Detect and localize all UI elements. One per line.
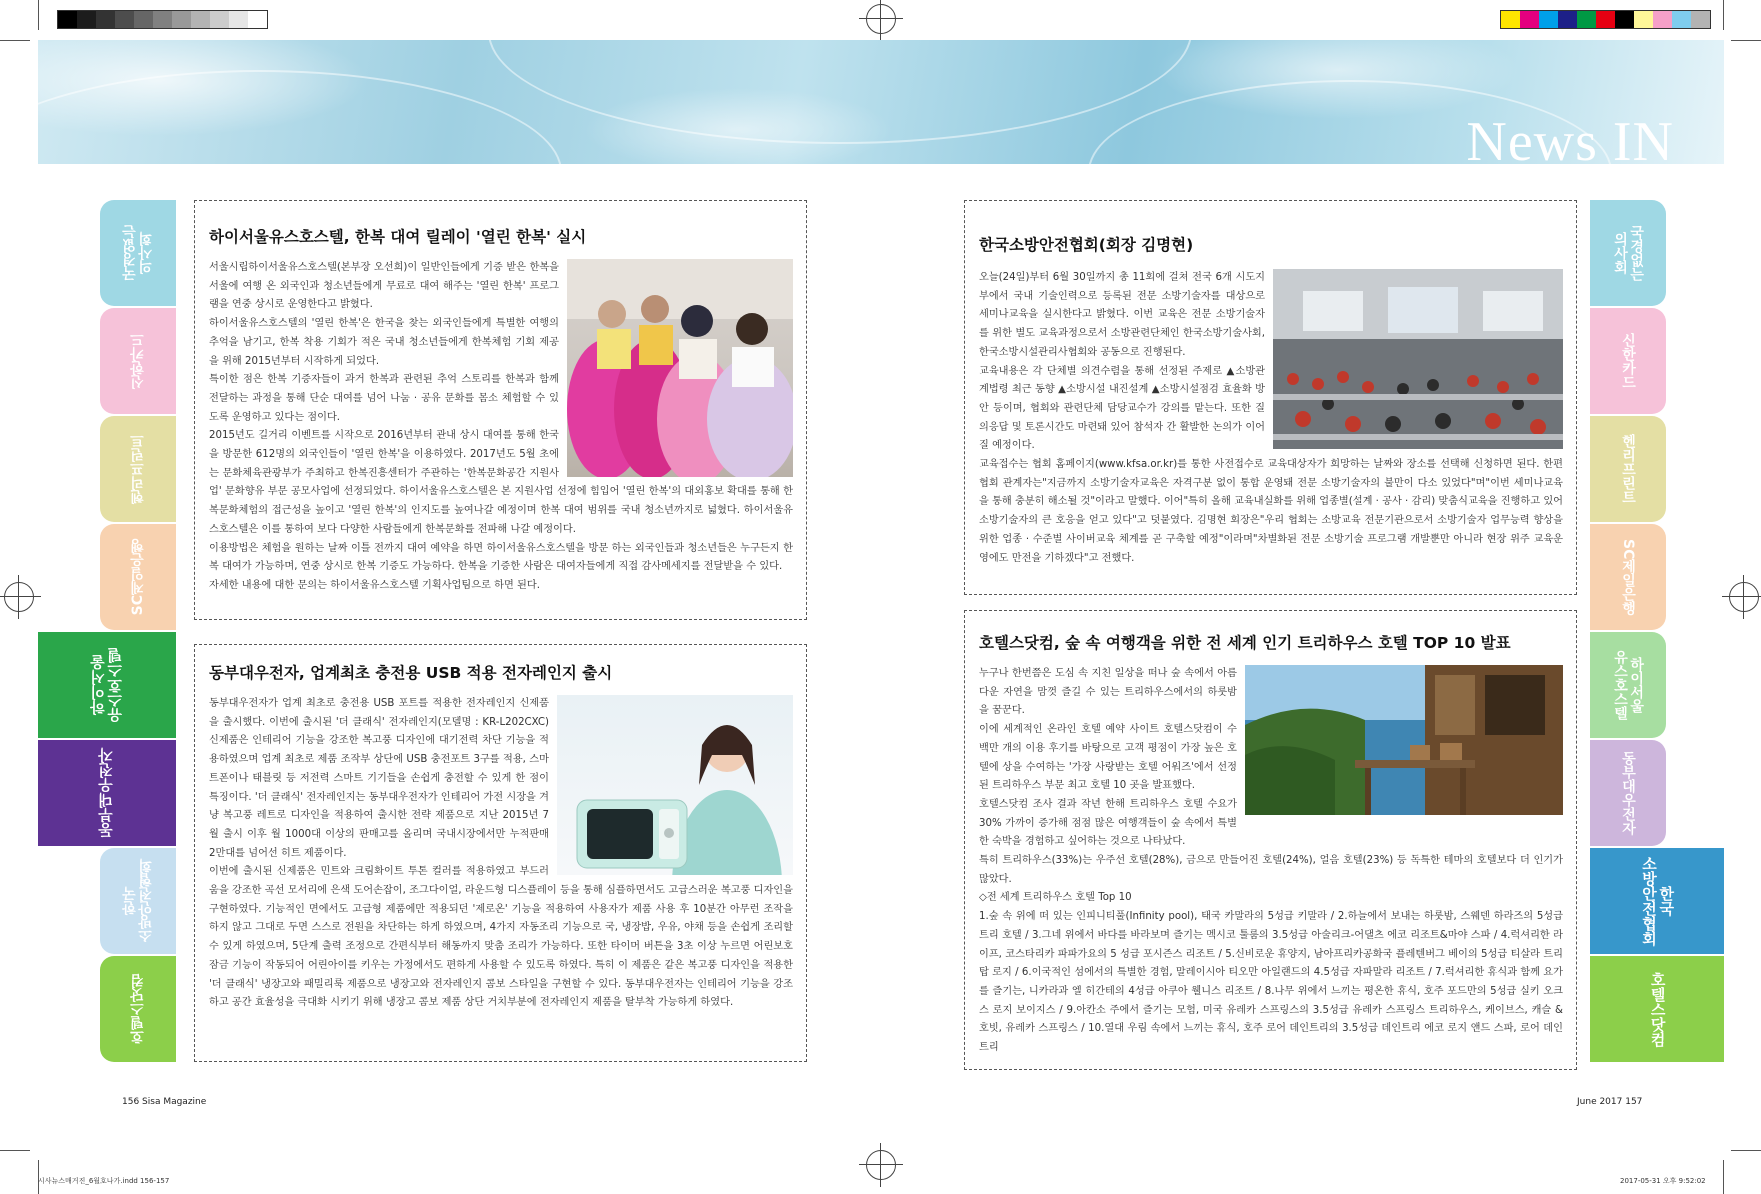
left-tab-sc[interactable]	[100, 524, 176, 630]
registration-mark-right	[1729, 582, 1759, 612]
seminar-photo	[1273, 269, 1563, 449]
article-paragraph: 교육내용은 각 단체별 의견수렴을 통해 선정된 주제로 ▲소방관계법령 최근 동향 ▲소방시설 내진설계 ▲소방시설점검 효율화 방안 등이며, 협회와 관련단체 담당교수가 강의를 맡는다. 또한 질의응답 및 토론시간도 마련돼 있어 참석자 간 활발한 논의가 이어질 예정이다.	[979, 365, 1265, 452]
crop-mark	[0, 40, 30, 41]
microwave-photo	[557, 695, 793, 875]
crop-mark	[1731, 40, 1761, 41]
article-paragraph: 특이한 점은 한복 기증자들이 과거 한복과 관련된 추억 스토리를 한복과 함께 전달하는 과정을 통해 단순 대여를 넘어 나눔 · 공유 문화를 몸소 체험할 수 있도록 운영하고 있다는 점이다.	[209, 374, 559, 423]
right-tab-msf[interactable]	[1590, 200, 1666, 306]
page-number-right: June 2017 157	[1577, 1097, 1643, 1107]
article-treehouse-hotels	[964, 610, 1577, 1070]
tab-label: 헨리프린트	[1620, 434, 1637, 504]
left-tab-dongbu[interactable]	[38, 740, 176, 846]
registration-mark-bottom	[866, 1150, 896, 1180]
tab-label: 한국 소방안전협회	[121, 859, 154, 943]
article-paragraph: 동부대우전자가 업계 최초로 충전용 USB 포트를 적용한 전자레인지 신제품을 출시했다. 이번에 출시된 '더 클래식' 전자레인지(모델명 : KR-L202CXC) 신제품은 인테리어 기능을 강조한 복고풍 디자인에 대기전력 차단 기능을 적용하였으며 업계 최초로 제품 조작부 상단에 USB 충전포트 3구를 적용, 스마트폰이나 태블릿 등 저전력 스마트 기기들을 손쉽게 충전할 수 있게 한 점이 특징이다. '더 클래식' 전자레인지는 동부대우전자가 인테리어 가전 시장을 겨냥 복고풍 레트로 디자인을 적용하여 출시한 전략 제품으로 지난 2015년 7월 출시 이후 월 1000대 이상의 판매고를 올리며 국내시장에서만 누적판매 2만대를 넘어선 히트 제품이다.	[209, 698, 549, 859]
tab-label: 하이서울 유스호스텔	[88, 647, 124, 723]
right-tab-hiseoul[interactable]	[1590, 632, 1666, 738]
article-fire-safety	[964, 200, 1577, 595]
article-paragraph: 특히 트리하우스(33%)는 우주선 호텔(28%), 금으로 만들어진 호텔(24%), 얼음 호텔(23%) 등 독특한 테마의 호텔보다 더 인기가 많았다.	[979, 855, 1563, 885]
tab-label: 한국 소방안전협회	[1640, 856, 1676, 946]
tab-label: SC제일은행	[1620, 538, 1637, 616]
left-tab-hiseoul[interactable]	[38, 632, 176, 738]
article-paragraph: 호텔스닷컴 조사 결과 작년 한해 트리하우스 호텔 수요가 30% 가까이 증가해 점점 많은 여행객들이 숲 속에서 특별한 숙박을 경험하고 싶어하는 것으로 나타났다.	[979, 798, 1237, 848]
header-banner	[38, 40, 1724, 164]
left-tab-shinhan[interactable]	[100, 308, 176, 414]
article-title: 한국소방안전협회(회장 김명현)	[979, 236, 1194, 254]
article-microwave	[194, 644, 807, 1062]
article-paragraph: 이번에 출시된 신제품은 민트와 크림화이트 투톤 컬러를 적용하였고 부드러움을 강조한 곡선 모서리에 은색 도어손잡이, 조그다이얼, 라운드형 디스플레이 등을 통해 심플하면서도 고급스러운 복고풍 디자인을 구현하였다. 기능적인 면에서도 고급형 제품에만 적용되던 '제로온' 기능을 적용하여 사용자가 제품 사용 후 10분간 아무런 조작을 하지 않고 그대로 두면 스스로 전원을 차단하는 하게 하였으며, 4가지 자동조리 기능으로 국, 냉장밥, 우유, 야채 등을 손쉽게 조리할 수 있게 하였으며, 5단계 출력 조정으로 간편식부터 해동까지 맞춤 조리가 가능하다. 또한 타이머 버튼을 3초 이상 누르면 어린보호 잠금 기능이 작동되어 어린아이를 키우는 가정에서도 편하게 사용할 수 있도록 하였다. 특히 이 제품은 같은 복고풍 디자인을 적용한 '더 클래식' 냉장고와 패밀리룩 제품으로 냉장고와 전자레인지 콤보 스타일을 구현할 수 있다. 동부대우전자는 인테리어 기능을 강조하고 공간 효율성을 극대화 시키기 위해 냉장고 콤보 제품 상단 거치부분에 전자레인지 제품을 탈부착 가능하게 하였다.	[209, 866, 793, 1009]
article-paragraph: 2015년도 길거리 이벤트를 시작으로 2016년부터 관내 상시 대여를 통해 한국을 방문한 612명의 외국인들이 '열린 한복'을 이용하였다. 2017년도 5월 초에는 문화체육관광부가 주최하고 한복진흥센터가 주관하는 '한복문화공간 지원사업' 문화향유 부문 공모사업에 선정되었다. 하이서울유스호스텔은 본 지원사업 선정에 힘입어 '열린 한복'의 대외홍보 확대를 통해 한복문화체험의 접근성을 높이고 '열린 한복'의 인지도를 높여나갈 예정이며 한복 대여 범위를 국내 청소년까지로 넓혔다. 하이서울유스호스텔은 이를 통하여 보다 다양한 사람들에게 한복문화를 전파해 나갈 예정이다.	[209, 430, 793, 535]
tab-label: 하이서울 유스호스텔	[1612, 650, 1645, 720]
tab-label: 신한카드	[1620, 333, 1637, 389]
tab-label: 동부대우전자	[1620, 751, 1637, 835]
right-tab-henry[interactable]	[1590, 416, 1666, 522]
article-paragraph: ◇전 세계 트리하우스 호텔 Top 10	[979, 892, 1132, 904]
left-tab-kfsa[interactable]	[100, 848, 176, 954]
left-tab-henry[interactable]	[100, 416, 176, 522]
right-tab-kfsa[interactable]	[1590, 848, 1724, 954]
crop-mark	[38, 0, 39, 30]
print-file-slug: 시사뉴스매거진_6월호나가.indd 156-157	[38, 1177, 170, 1185]
tab-label: 국경없는 의사회	[1612, 225, 1645, 281]
section-title: News IN	[1466, 111, 1674, 164]
crop-mark	[0, 1150, 30, 1151]
treehouse-photo	[1245, 665, 1563, 815]
article-hanbok	[194, 200, 807, 620]
article-paragraph: 1.숲 속 위에 떠 있는 인피니티풀(Infinity pool), 태국 카말라의 5성급 키말라 / 2.하늘에서 보내는 하룻밤, 스웨덴 하라즈의 5성급 트리 호텔 / 3.그네 위에서 바다를 바라보며 즐기는 멕시코 툴룸의 3.5성급 아술리크-어댈츠 에코 리조트&마야 스파 / 4.럭셔리한 라이프, 코스타리카 파파가요의 5 성급 포시즌스 리조트 / 5.신비로운 휴양지, 남아프리카공화국 플레텐버그 베이의 5성급 티살라 트리탑 로지 / 6.이국적인 섬에서의 특별한 경험, 말레이시아 티오만 아일랜드의 4.5성급 자파말라 리조트 / 7.럭셔리한 휴식과 함께 요가를 즐기는, 니카라과 엘 히간테의 4성급 아쿠아 웰니스 리조트 / 8.나무 위에서 느끼는 평온한 휴식, 호주 포드만의 5성급 실키 오크스 로지 보이지스 / 9.아칸소 주에서 즐기는 모험, 미국 유레카 스프링스의 3.5성급 유레카 스프링스 트리하우스, 케이브스, 캐슬 & 호빗, 유레카 스프링스 / 10.열대 우림 속에서 느끼는 휴식, 호주 로어 데인트리의 3.5성급 데인트리 에코 로지 앤드 스파, 로어 데인트리	[979, 911, 1563, 1054]
grayscale-color-bar	[57, 10, 268, 29]
tab-label: 동부대우전자	[97, 748, 116, 838]
right-tab-dongbu[interactable]	[1590, 740, 1666, 846]
cmyk-color-bar	[1500, 10, 1711, 29]
article-paragraph: 자세한 내용에 대한 문의는 하이서울유스호스텔 기획사업팀으로 하면 된다.	[209, 579, 540, 591]
article-paragraph: 하이서울유스호스텔의 '열린 한복'은 한국을 찾는 외국인들에게 특별한 여행의 추억을 남기고, 한복 착용 기회가 적은 국내 청소년들에게 한복체험 기회 제공을 위해 2015년부터 시작하게 되었다.	[209, 318, 559, 367]
article-body	[979, 665, 1563, 1058]
tab-label: 국경없는 의사회	[121, 225, 154, 281]
article-title: 하이서울유스호스텔, 한복 대여 릴레이 '열린 한복' 실시	[209, 228, 587, 246]
left-tab-msf[interactable]	[100, 200, 176, 306]
article-title: 호텔스닷컴, 숲 속 여행객을 위한 전 세계 인기 트리하우스 호텔 TOP 10 발표	[979, 634, 1511, 652]
tab-label: 신한카드	[129, 333, 146, 389]
article-paragraph: 교육접수는 협회 홈페이지(www.kfsa.or.kr)를 통한 사전접수로 교육대상자가 희망하는 날짜와 장소를 선택해 신청하면 된다. 한편 협회 관계자는"지금까지 소방기술자교육은 자격구분 없이 통합 운영돼 전문 소방기술자의 불만이 다소 있었다"며"이번 세미나교육을 통해 충분히 해소될 것"이라고 말했다. 이어"특히 올해 교육내실화를 위해 업종별(설계 · 공사 · 감리) 맞춤식교육을 진행하고 있어 소방기술자의 큰 호응을 얻고 있다"고 덧붙였다. 김명현 회장은"우리 협회는 소방교육 전문기관으로서 소방기술자 업무능력 향상을 위한 업종 · 수준별 사이버교육 체계를 곧 구축할 예정"이라며"차별화된 전문 소방기술 프로그램 개발뿐만 아니라 현장 위주 교육운영에도 만전을 기하겠다"고 전했다.	[979, 459, 1563, 564]
print-timestamp: 2017-05-31 오후 9:52:02	[1620, 1177, 1706, 1185]
article-paragraph: 이용방법은 체험을 원하는 날짜 이틀 전까지 대여 예약을 하면 하이서울유스호스텔을 방문 하는 외국인들과 청소년들은 누구든지 한복 대여가 가능하며, 연중 상시로 한복 기증도 가능하다. 한복을 기증한 사람은 대여자들에게 직접 감사메세지를 전달받을 수 있다.	[209, 542, 793, 573]
right-tab-hotels[interactable]	[1590, 956, 1724, 1062]
article-paragraph: 이에 세계적인 온라인 호텔 예약 사이트 호텔스닷컴이 수백만 개의 이용 후기를 바탕으로 고객 평점이 가장 높은 호텔에 상을 수여하는 '가장 사랑받는 호텔 어워즈'에서 선정된 트리하우스 부문 최고 호텔 10 곳을 발표했다.	[979, 724, 1237, 792]
article-title: 동부대우전자, 업계최초 충전용 USB 적용 전자레인지 출시	[209, 664, 613, 682]
article-paragraph: 누구나 한번쯤은 도심 속 지친 일상을 떠나 숲 속에서 아름다운 자연을 맘껏 즐길 수 있는 트리하우스에서의 하룻밤을 꿈꾼다.	[979, 668, 1237, 717]
right-tab-shinhan[interactable]	[1590, 308, 1666, 414]
registration-mark-top	[866, 4, 896, 34]
tab-label: 호텔스닷컴	[129, 974, 146, 1044]
crop-mark	[1723, 0, 1724, 30]
tab-label: SC제일은행	[129, 538, 146, 616]
tab-label: 헨리프린트	[129, 434, 146, 504]
article-body	[979, 269, 1563, 568]
article-body	[209, 259, 793, 596]
crop-mark	[1723, 1160, 1724, 1194]
tab-label: 호텔스닷컴	[1648, 971, 1667, 1047]
left-tab-hotels[interactable]	[100, 956, 176, 1062]
hanbok-photo	[567, 259, 793, 477]
article-paragraph: 서울시립하이서울유스호스텔(본부장 오선희)이 일반인들에게 기증 받은 한복을 서울에 여행 온 외국인과 청소년들에게 무료로 대여 해주는 '열린 한복' 프로그램을 연중 상시로 운영한다고 밝혔다.	[209, 262, 559, 311]
page-number-left: 156 Sisa Magazine	[122, 1097, 207, 1107]
article-body	[209, 695, 793, 1013]
article-paragraph: 오늘(24일)부터 6월 30일까지 총 11회에 걸쳐 전국 6개 시도지부에서 국내 기술인력으로 등록된 전문 소방기술자를 대상으로 세미나교육을 실시한다고 밝혔다. 이번 교육은 전문 소방기술자를 위한 별도 교육과정으로서 소방관련단체인 한국소방기술사회, 한국소방시설관리사협회와 공동으로 진행된다.	[979, 272, 1265, 358]
right-tab-sc[interactable]	[1590, 524, 1666, 630]
registration-mark-left	[4, 582, 34, 612]
crop-mark	[1731, 1150, 1761, 1151]
